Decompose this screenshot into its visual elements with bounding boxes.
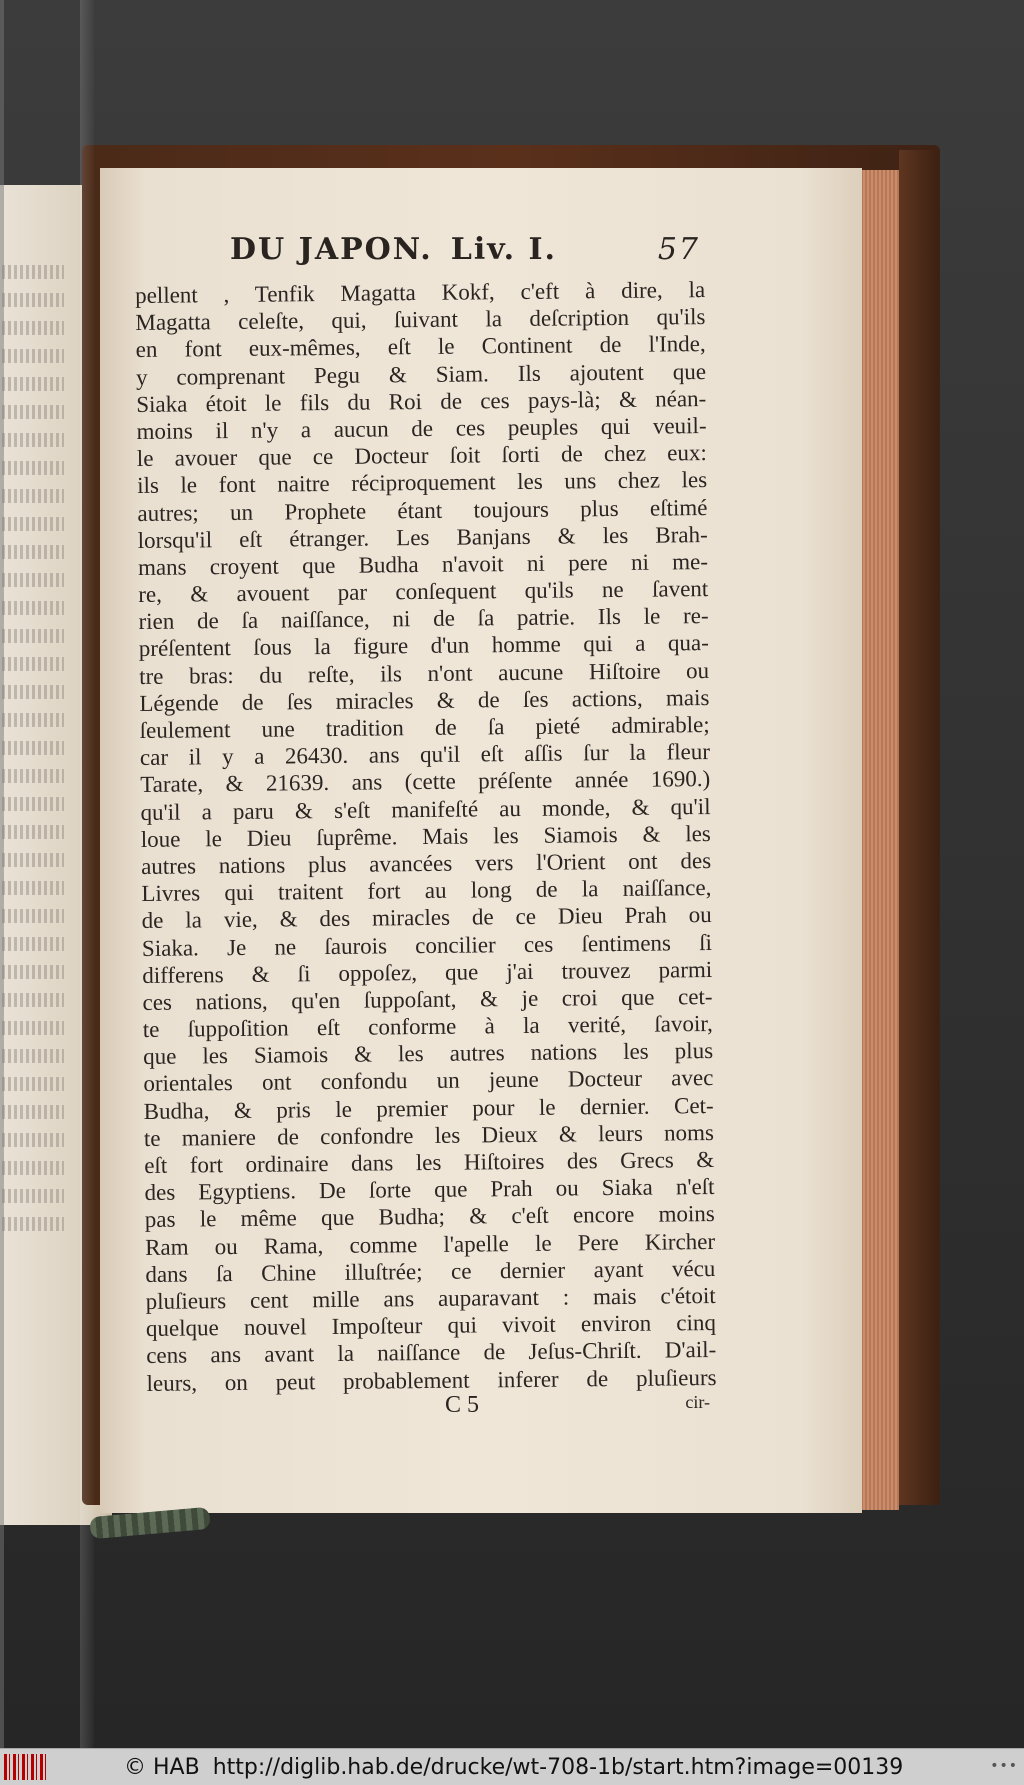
text-line: differens & ſi oppoſez, que j'ai trouvez parmi	[142, 956, 713, 988]
text-line: pluſieurs cent mille ans auparavant : mais c'étoit	[145, 1282, 716, 1314]
text-line: Légende de ſes miracles & de ſes actions, mais	[139, 684, 710, 716]
text-line: Ram ou Rama, comme l'apelle le Pere Kircher	[144, 1228, 716, 1260]
text-line: Magatta celeſte, qui, ſuivant la deſcription qu'ils	[135, 304, 706, 336]
text-line: Livres qui traitent fort au long de la naiſſance,	[141, 875, 712, 907]
catchword: cir-	[685, 1392, 710, 1412]
text-line: lorsqu'il eſt étranger. Les Banjans & les Brah-	[137, 521, 708, 553]
text-line: de la vie, & des miracles de ce Dieu Prah ou	[141, 902, 712, 934]
signature-mark: C 5	[445, 1392, 480, 1418]
text-line: mans croyent que Budha n'avoit ni pere ni me-	[137, 548, 709, 580]
hab-barcode-icon	[4, 1754, 48, 1780]
running-head-book: Liv. I.	[450, 232, 558, 267]
text-line: ces nations, qu'en ſuppoſant, & je croi que cet-	[142, 983, 713, 1015]
text-line: en font eux-mêmes, eſt le Continent de l'Inde,	[135, 331, 706, 363]
text-line: tre bras: du reſte, ils n'ont aucune Hiſtoire ou	[138, 657, 710, 689]
text-line: moins il n'y a aucun de ces peuples qui veuil-	[136, 412, 707, 444]
text-line: pellent , Tenfik Magatta Kokf, c'eft à dire, la	[135, 277, 706, 308]
text-line: rien de ſa naiſſance, ni de ſa patrie. Ils le re-	[138, 603, 709, 635]
text-line: le avouer que ce Docteur ſoit ſorti de chez eux:	[136, 440, 707, 472]
text-line: qu'il a paru & s'eſt manifeſté au monde, & qu'il	[140, 793, 711, 825]
text-line: préſentent ſous la figure d'un homme qui a qua-	[138, 630, 709, 662]
text-line: te ſuppoſition eſt conforme à la verité, ſavoir,	[142, 1011, 713, 1043]
text-line: eſt fort ordinaire dans les Hiſtoires des Grecs &	[144, 1146, 715, 1178]
page-number: 57	[657, 232, 700, 267]
page-footer	[140, 1392, 710, 1422]
text-line: Siaka étoit le fils du Roi de ces pays-là; & néan-	[136, 385, 707, 417]
running-head	[230, 232, 700, 278]
text-line: Siaka. Je ne ſaurois concilier ces ſentimens ſi	[141, 929, 713, 961]
more-icon[interactable]: •••	[990, 1758, 1018, 1774]
book-spine	[899, 150, 939, 1505]
text-line: Budha, & pris le premier pour le dernier. Cet-	[143, 1092, 714, 1124]
text-line: leurs, on peut probablement inferer de pluſieurs	[146, 1364, 717, 1396]
text-line: re, & avouent par conſequent qu'ils ne ſavent	[138, 576, 709, 608]
body-text	[135, 276, 717, 1397]
glass-plate-reflection	[80, 0, 94, 1748]
text-line: pas le même que Budha; & c'eſt encore moins	[144, 1201, 715, 1233]
text-line: autres; un Prophete étant toujours plus eſtimé	[137, 494, 708, 526]
text-line: car il y a 26430. ans qu'il eſt aſſis ſur la fleur	[139, 739, 711, 771]
text-line: ſeulement une tradition de ſa pieté admirable;	[139, 712, 710, 743]
text-line: que les Siamois & les autres nations les plus	[142, 1038, 714, 1070]
text-line: y comprenant Pegu & Siam. Ils ajoutent que	[135, 358, 707, 390]
text-line: cens ans avant la naiſſance de Jeſus-Chriſt. D'ail-	[146, 1337, 717, 1369]
text-line: des Egyptiens. De ſorte que Prah ou Siaka n'eſt	[144, 1174, 715, 1206]
text-line: orientales ont confondu un jeune Docteur avec	[143, 1065, 714, 1097]
text-line: te maniere de confondre les Dieux & leurs noms	[143, 1119, 715, 1151]
text-line: Tarate, & 21639. ans (cette préſente année 1690.)	[140, 766, 711, 798]
text-line: loue le Dieu ſuprême. Mais les Siamois & les	[140, 820, 711, 852]
source-url[interactable]: http://diglib.hab.de/drucke/wt-708-1b/start.htm?image=00139	[212, 1754, 904, 1780]
scanner-clip	[0, 0, 4, 1748]
text-line: quelque nouvel Impoſteur qui vivoit environ cinq	[145, 1310, 717, 1342]
text-line: ils le font naitre réciproquement les uns chez les	[137, 467, 708, 499]
copyright-text: © HAB	[124, 1754, 200, 1780]
status-text	[124, 1755, 903, 1780]
status-bar	[0, 1748, 1024, 1785]
running-head-title: DU JAPON.	[230, 232, 433, 267]
text-line: autres nations plus avancées vers l'Orient ont des	[140, 847, 712, 879]
text-line: dans ſa Chine illuſtrée; ce dernier ayant vécu	[145, 1255, 716, 1287]
